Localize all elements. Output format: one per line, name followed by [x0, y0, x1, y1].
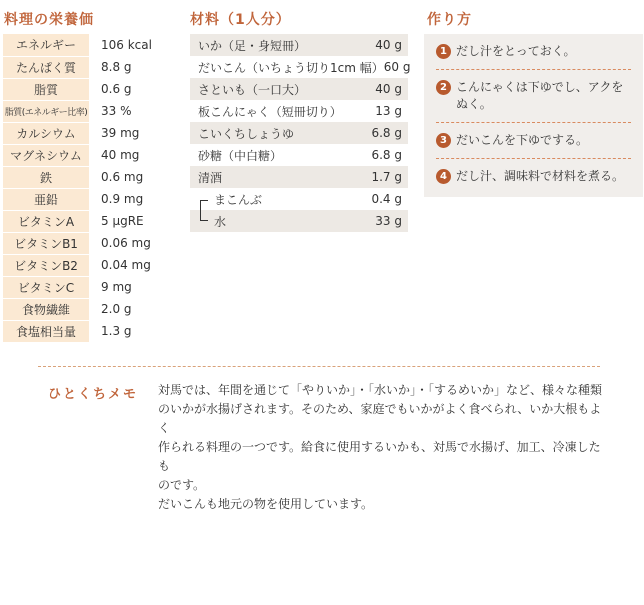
- table-row: [3, 166, 163, 188]
- nutrient-value: 39 mg: [89, 122, 163, 144]
- table-row: [3, 56, 163, 78]
- nutrient-value: 0.6 g: [89, 78, 163, 100]
- ingredient-amount: 40 g: [375, 82, 402, 96]
- nutrition-table: [3, 34, 163, 343]
- ingredients-list: [190, 34, 411, 232]
- ingredient-name: 清酒: [198, 170, 223, 185]
- steps-box: [424, 34, 643, 197]
- nutrient-value: 0.6 mg: [89, 166, 163, 188]
- nutrient-label: ビタミンA: [3, 210, 89, 232]
- step-number-badge: 1: [436, 44, 451, 59]
- ingredient-amount: 0.4 g: [371, 192, 402, 206]
- memo-line: 作られる料理の一つです。給食に使用するいかも、対馬で水揚げ、加工、冷凍したも: [158, 440, 601, 473]
- step-text: だし汁、調味料で材料を煮る。: [456, 169, 625, 183]
- nutrient-label: ビタミンB1: [3, 232, 89, 254]
- ingredient-name: こいくちしょうゆ: [198, 126, 295, 141]
- nutrient-value: 8.8 g: [89, 56, 163, 78]
- ingredient-name: まこんぶ: [198, 191, 262, 208]
- ingredient-row: [190, 188, 408, 210]
- ingredient-row: [190, 34, 408, 56]
- nutrient-value: 40 mg: [89, 144, 163, 166]
- step-item: [436, 70, 631, 123]
- nutrient-label: ビタミンB2: [3, 254, 89, 276]
- memo-line: のです。: [158, 478, 206, 492]
- table-row: [3, 78, 163, 100]
- table-row: [3, 144, 163, 166]
- nutrition-heading: 料理の栄養価: [4, 12, 94, 28]
- memo-text: [158, 381, 604, 514]
- ingredient-row: [190, 166, 408, 188]
- step-text: だし汁をとっておく。: [456, 44, 576, 58]
- step-number-badge: 4: [436, 169, 451, 184]
- nutrient-value: 0.04 mg: [89, 254, 163, 276]
- nutrient-label: 亜鉛: [3, 188, 89, 210]
- nutrient-value: 0.06 mg: [89, 232, 163, 254]
- nutrient-label: 食塩相当量: [3, 320, 89, 342]
- ingredient-amount: 60 g: [383, 60, 411, 74]
- ingredient-row: [190, 144, 408, 166]
- step-item: [436, 159, 631, 194]
- table-row: [3, 298, 163, 320]
- step-text: だいこんを下ゆでする。: [456, 133, 589, 147]
- table-row: [3, 188, 163, 210]
- nutrient-value: 33 %: [89, 100, 163, 122]
- step-number-badge: 2: [436, 80, 451, 95]
- nutrient-label: たんぱく質: [3, 56, 89, 78]
- nutrient-value: 5 μgRE: [89, 210, 163, 232]
- nutrient-label: 脂質: [3, 78, 89, 100]
- group-bracket-bottom: [200, 211, 208, 221]
- ingredient-amount: 33 g: [375, 214, 402, 228]
- ingredient-row: [190, 56, 411, 78]
- nutrient-label: ビタミンC: [3, 276, 89, 298]
- nutrient-label: カルシウム: [3, 122, 89, 144]
- nutrient-value: 2.0 g: [89, 298, 163, 320]
- ingredient-name: だいこん（いちょう切り1cm 幅）: [198, 60, 384, 75]
- table-row: [3, 320, 163, 342]
- ingredient-amount: 6.8 g: [371, 148, 402, 162]
- nutrient-label: エネルギー: [3, 34, 89, 56]
- memo-line: だいこんも地元の物を使用しています。: [158, 497, 374, 511]
- section-divider: [38, 366, 600, 367]
- nutrient-value: 0.9 mg: [89, 188, 163, 210]
- ingredient-amount: 40 g: [375, 38, 402, 52]
- step-item: [436, 123, 631, 159]
- step-text: こんにゃくは下ゆでし、アクをぬく。: [456, 80, 624, 111]
- nutrient-value: 106 kcal: [89, 34, 163, 56]
- ingredient-amount: 6.8 g: [371, 126, 402, 140]
- step-number-badge: 3: [436, 133, 451, 148]
- table-row: [3, 122, 163, 144]
- ingredient-name: 板こんにゃく（短冊切り）: [198, 104, 342, 119]
- steps-heading: 作り方: [427, 12, 472, 28]
- table-row: [3, 34, 163, 56]
- table-row: [3, 232, 163, 254]
- nutrient-label: 鉄: [3, 166, 89, 188]
- nutrient-value: 9 mg: [89, 276, 163, 298]
- nutrient-label: マグネシウム: [3, 144, 89, 166]
- ingredient-row: [190, 122, 408, 144]
- nutrient-value: 1.3 g: [89, 320, 163, 342]
- memo-line: 対馬では、年間を通じて「やりいか」・「水いか」・「するめいか」など、様々な種類: [158, 383, 603, 397]
- table-row: [3, 276, 163, 298]
- memo-title: ひとくちメモ: [48, 387, 139, 402]
- ingredient-name: さといも（一口大）: [198, 82, 307, 97]
- ingredient-name: いか（足・身短冊）: [198, 38, 307, 53]
- ingredient-name: 水: [198, 213, 226, 230]
- ingredient-amount: 13 g: [375, 104, 402, 118]
- table-row: [3, 254, 163, 276]
- table-row: [3, 210, 163, 232]
- ingredients-heading: 材料（1人分）: [190, 12, 291, 28]
- table-row: [3, 100, 163, 122]
- ingredient-amount: 1.7 g: [371, 170, 402, 184]
- nutrient-label: 脂質(エネルギー比率): [3, 100, 89, 122]
- ingredient-row: [190, 210, 408, 232]
- memo-line: のいかが水揚げされます。そのため、家庭でもいかがよく食べられ、いか大根もよく: [158, 402, 602, 435]
- ingredient-name: 砂糖（中白糖）: [198, 148, 283, 163]
- ingredient-row: [190, 100, 408, 122]
- nutrient-label: 食物繊維: [3, 298, 89, 320]
- ingredient-row: [190, 78, 408, 100]
- step-item: [436, 34, 631, 70]
